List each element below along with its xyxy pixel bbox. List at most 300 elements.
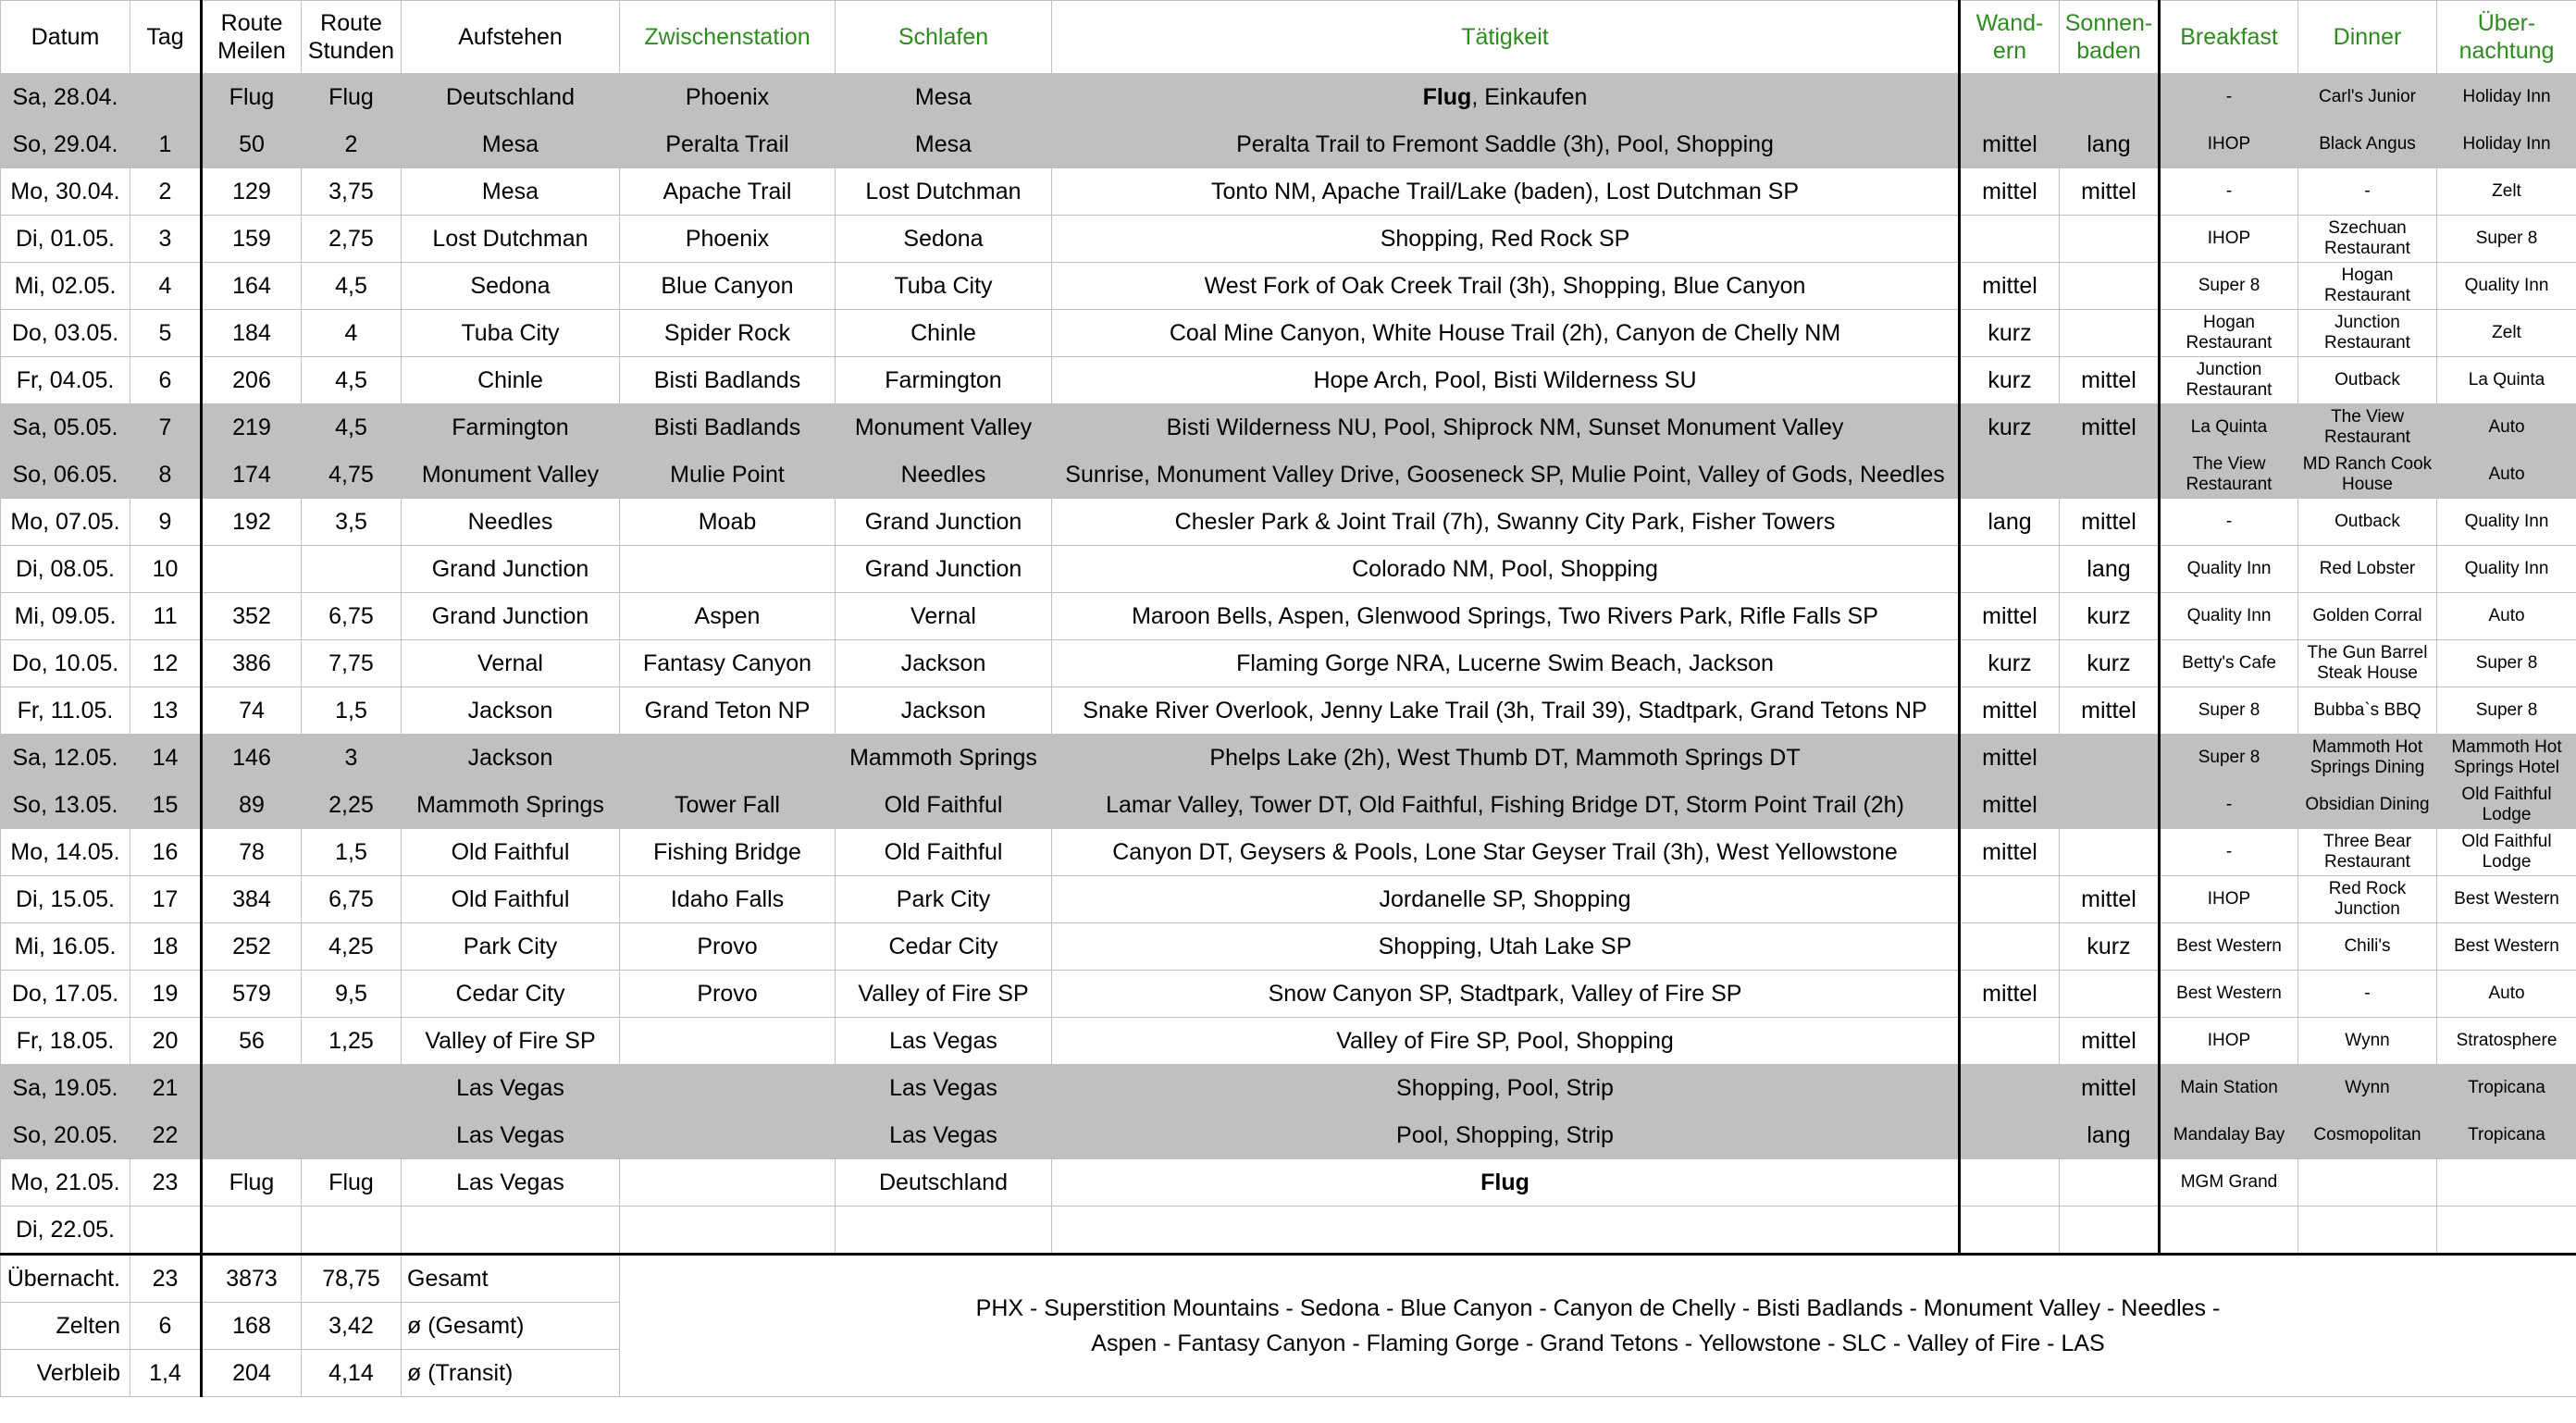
cell-wandern[interactable]: mittel (1960, 782, 2060, 829)
cell-dinner[interactable]: The Gun Barrel Steak House (2298, 640, 2437, 687)
cell-taetigkeit[interactable]: Chesler Park & Joint Trail (7h), Swanny City Park, Fisher Towers (1052, 499, 1960, 546)
cell-tag[interactable]: 14 (130, 735, 202, 782)
cell-taetigkeit[interactable]: Shopping, Pool, Strip (1052, 1065, 1960, 1112)
cell-aufstehen[interactable]: Old Faithful (402, 876, 620, 923)
cell-dinner[interactable]: Golden Corral (2298, 593, 2437, 640)
cell-uebernachtung[interactable] (2437, 1159, 2576, 1206)
footer-meilen[interactable]: 3873 (202, 1255, 302, 1303)
cell-uebernachtung[interactable] (2437, 1206, 2576, 1255)
cell-datum[interactable]: Di, 22.05. (1, 1206, 130, 1255)
cell-zwischenstation[interactable]: Phoenix (620, 74, 836, 121)
cell-stunden[interactable]: 1,5 (302, 687, 402, 735)
cell-zwischenstation[interactable]: Mulie Point (620, 452, 836, 499)
cell-aufstehen[interactable]: Las Vegas (402, 1112, 620, 1159)
cell-stunden[interactable] (302, 546, 402, 593)
cell-sonnenbaden[interactable]: lang (2060, 546, 2160, 593)
cell-breakfast[interactable]: IHOP (2160, 1018, 2298, 1065)
cell-dinner[interactable]: Junction Restaurant (2298, 310, 2437, 357)
cell-stunden[interactable]: Flug (302, 1159, 402, 1206)
cell-breakfast[interactable]: Betty's Cafe (2160, 640, 2298, 687)
cell-datum[interactable]: Sa, 05.05. (1, 404, 130, 452)
cell-meilen[interactable]: 386 (202, 640, 302, 687)
cell-aufstehen[interactable]: Grand Junction (402, 593, 620, 640)
cell-schlafen[interactable]: Needles (836, 452, 1052, 499)
cell-stunden[interactable]: 1,25 (302, 1018, 402, 1065)
cell-meilen[interactable]: 252 (202, 923, 302, 971)
cell-datum[interactable]: Do, 03.05. (1, 310, 130, 357)
cell-wandern[interactable]: mittel (1960, 971, 2060, 1018)
cell-tag[interactable]: 18 (130, 923, 202, 971)
cell-aufstehen[interactable]: Valley of Fire SP (402, 1018, 620, 1065)
cell-zwischenstation[interactable] (620, 735, 836, 782)
cell-dinner[interactable]: Bubba`s BBQ (2298, 687, 2437, 735)
cell-wandern[interactable] (1960, 1018, 2060, 1065)
cell-schlafen[interactable]: Old Faithful (836, 829, 1052, 876)
cell-meilen[interactable]: 384 (202, 876, 302, 923)
cell-dinner[interactable]: - (2298, 168, 2437, 216)
cell-datum[interactable]: Di, 01.05. (1, 216, 130, 263)
footer-tag[interactable]: 23 (130, 1255, 202, 1303)
cell-aufstehen[interactable]: Farmington (402, 404, 620, 452)
cell-taetigkeit[interactable]: Coal Mine Canyon, White House Trail (2h), Canyon de Chelly NM (1052, 310, 1960, 357)
cell-stunden[interactable] (302, 1112, 402, 1159)
cell-taetigkeit[interactable] (1052, 74, 1960, 121)
cell-taetigkeit[interactable]: West Fork of Oak Creek Trail (3h), Shopping, Blue Canyon (1052, 263, 1960, 310)
cell-datum[interactable]: Mo, 21.05. (1, 1159, 130, 1206)
cell-uebernachtung[interactable]: La Quinta (2437, 357, 2576, 404)
cell-dinner[interactable] (2298, 1159, 2437, 1206)
cell-datum[interactable]: Do, 10.05. (1, 640, 130, 687)
footer-text[interactable]: ø (Transit) (402, 1350, 620, 1397)
cell-datum[interactable]: Sa, 19.05. (1, 1065, 130, 1112)
cell-breakfast[interactable]: Quality Inn (2160, 593, 2298, 640)
cell-aufstehen[interactable]: Park City (402, 923, 620, 971)
cell-wandern[interactable] (1960, 546, 2060, 593)
cell-datum[interactable]: Fr, 18.05. (1, 1018, 130, 1065)
cell-dinner[interactable]: Carl's Junior (2298, 74, 2437, 121)
cell-schlafen[interactable]: Cedar City (836, 923, 1052, 971)
cell-datum[interactable]: Mo, 07.05. (1, 499, 130, 546)
cell-taetigkeit[interactable]: Snake River Overlook, Jenny Lake Trail (3h, Trail 39), Stadtpark, Grand Tetons NP (1052, 687, 1960, 735)
cell-wandern[interactable]: kurz (1960, 404, 2060, 452)
cell-zwischenstation[interactable]: Apache Trail (620, 168, 836, 216)
cell-uebernachtung[interactable]: Tropicana (2437, 1112, 2576, 1159)
cell-meilen[interactable]: 219 (202, 404, 302, 452)
cell-taetigkeit[interactable]: Shopping, Utah Lake SP (1052, 923, 1960, 971)
cell-stunden[interactable]: 2 (302, 121, 402, 168)
cell-tag[interactable]: 22 (130, 1112, 202, 1159)
header-zwischenstation[interactable]: Zwischenstation (620, 1, 836, 74)
cell-uebernachtung[interactable]: Quality Inn (2437, 546, 2576, 593)
cell-sonnenbaden[interactable]: mittel (2060, 499, 2160, 546)
cell-schlafen[interactable]: Old Faithful (836, 782, 1052, 829)
cell-breakfast[interactable]: - (2160, 74, 2298, 121)
cell-wandern[interactable]: mittel (1960, 593, 2060, 640)
cell-zwischenstation[interactable] (620, 1159, 836, 1206)
cell-sonnenbaden[interactable]: kurz (2060, 923, 2160, 971)
cell-stunden[interactable]: 1,5 (302, 829, 402, 876)
cell-sonnenbaden[interactable] (2060, 1206, 2160, 1255)
cell-zwischenstation[interactable]: Tower Fall (620, 782, 836, 829)
cell-datum[interactable]: Di, 15.05. (1, 876, 130, 923)
cell-aufstehen[interactable]: Chinle (402, 357, 620, 404)
cell-tag[interactable]: 3 (130, 216, 202, 263)
cell-breakfast[interactable]: IHOP (2160, 876, 2298, 923)
cell-sonnenbaden[interactable]: lang (2060, 121, 2160, 168)
cell-sonnenbaden[interactable]: mittel (2060, 1018, 2160, 1065)
header-route-meilen[interactable]: Route Meilen (202, 1, 302, 74)
cell-wandern[interactable] (1960, 1112, 2060, 1159)
cell-datum[interactable]: Mi, 02.05. (1, 263, 130, 310)
cell-breakfast[interactable]: MGM Grand (2160, 1159, 2298, 1206)
cell-taetigkeit[interactable]: Lamar Valley, Tower DT, Old Faithful, Fishing Bridge DT, Storm Point Trail (2h) (1052, 782, 1960, 829)
cell-datum[interactable]: So, 13.05. (1, 782, 130, 829)
cell-dinner[interactable]: Red Rock Junction (2298, 876, 2437, 923)
cell-breakfast[interactable]: The View Restaurant (2160, 452, 2298, 499)
cell-meilen[interactable]: 146 (202, 735, 302, 782)
cell-stunden[interactable]: 2,75 (302, 216, 402, 263)
cell-taetigkeit[interactable]: Hope Arch, Pool, Bisti Wilderness SU (1052, 357, 1960, 404)
cell-tag[interactable]: 11 (130, 593, 202, 640)
footer-stunden[interactable]: 4,14 (302, 1350, 402, 1397)
cell-tag[interactable] (130, 74, 202, 121)
cell-wandern[interactable]: mittel (1960, 168, 2060, 216)
cell-taetigkeit[interactable]: Maroon Bells, Aspen, Glenwood Springs, Two Rivers Park, Rifle Falls SP (1052, 593, 1960, 640)
cell-zwischenstation[interactable] (620, 1112, 836, 1159)
cell-schlafen[interactable]: Monument Valley (836, 404, 1052, 452)
cell-zwischenstation[interactable]: Idaho Falls (620, 876, 836, 923)
cell-stunden[interactable]: 6,75 (302, 593, 402, 640)
cell-uebernachtung[interactable]: Auto (2437, 404, 2576, 452)
cell-uebernachtung[interactable]: Super 8 (2437, 216, 2576, 263)
cell-meilen[interactable]: 74 (202, 687, 302, 735)
cell-meilen[interactable] (202, 1112, 302, 1159)
cell-wandern[interactable] (1960, 876, 2060, 923)
cell-schlafen[interactable]: Mesa (836, 121, 1052, 168)
cell-datum[interactable]: So, 20.05. (1, 1112, 130, 1159)
cell-stunden[interactable]: 3 (302, 735, 402, 782)
cell-schlafen[interactable]: Farmington (836, 357, 1052, 404)
cell-meilen[interactable]: 184 (202, 310, 302, 357)
cell-aufstehen[interactable]: Jackson (402, 687, 620, 735)
cell-sonnenbaden[interactable] (2060, 735, 2160, 782)
cell-wandern[interactable] (1960, 74, 2060, 121)
cell-breakfast[interactable]: - (2160, 782, 2298, 829)
cell-uebernachtung[interactable]: Zelt (2437, 310, 2576, 357)
cell-sonnenbaden[interactable]: mittel (2060, 687, 2160, 735)
cell-schlafen[interactable]: Park City (836, 876, 1052, 923)
cell-aufstehen[interactable]: Lost Dutchman (402, 216, 620, 263)
cell-dinner[interactable]: Obsidian Dining (2298, 782, 2437, 829)
cell-dinner[interactable]: Chili's (2298, 923, 2437, 971)
cell-taetigkeit[interactable]: Sunrise, Monument Valley Drive, Gooseneck SP, Mulie Point, Valley of Gods, Needles (1052, 452, 1960, 499)
cell-stunden[interactable]: 4,75 (302, 452, 402, 499)
cell-sonnenbaden[interactable]: mittel (2060, 404, 2160, 452)
cell-stunden[interactable]: 7,75 (302, 640, 402, 687)
cell-zwischenstation[interactable]: Bisti Badlands (620, 404, 836, 452)
cell-tag[interactable]: 10 (130, 546, 202, 593)
cell-datum[interactable]: Di, 08.05. (1, 546, 130, 593)
cell-dinner[interactable]: Red Lobster (2298, 546, 2437, 593)
cell-schlafen[interactable]: Chinle (836, 310, 1052, 357)
cell-stunden[interactable]: 4 (302, 310, 402, 357)
cell-uebernachtung[interactable]: Quality Inn (2437, 263, 2576, 310)
cell-wandern[interactable] (1960, 1159, 2060, 1206)
cell-dinner[interactable]: Outback (2298, 357, 2437, 404)
cell-schlafen[interactable]: Las Vegas (836, 1112, 1052, 1159)
cell-stunden[interactable]: 4,5 (302, 263, 402, 310)
header-schlafen[interactable]: Schlafen (836, 1, 1052, 74)
cell-sonnenbaden[interactable] (2060, 1159, 2160, 1206)
cell-datum[interactable]: Do, 17.05. (1, 971, 130, 1018)
cell-aufstehen[interactable]: Sedona (402, 263, 620, 310)
cell-meilen[interactable] (202, 546, 302, 593)
cell-wandern[interactable]: kurz (1960, 640, 2060, 687)
cell-uebernachtung[interactable]: Auto (2437, 452, 2576, 499)
cell-schlafen[interactable]: Lost Dutchman (836, 168, 1052, 216)
cell-uebernachtung[interactable]: Super 8 (2437, 640, 2576, 687)
cell-meilen[interactable]: 89 (202, 782, 302, 829)
cell-dinner[interactable]: Cosmopolitan (2298, 1112, 2437, 1159)
cell-aufstehen[interactable]: Mesa (402, 121, 620, 168)
cell-zwischenstation[interactable]: Bisti Badlands (620, 357, 836, 404)
cell-zwischenstation[interactable]: Spider Rock (620, 310, 836, 357)
cell-breakfast[interactable]: Super 8 (2160, 687, 2298, 735)
cell-uebernachtung[interactable]: Zelt (2437, 168, 2576, 216)
cell-zwischenstation[interactable]: Provo (620, 923, 836, 971)
cell-taetigkeit[interactable] (1052, 1206, 1960, 1255)
cell-sonnenbaden[interactable] (2060, 216, 2160, 263)
cell-dinner[interactable]: Black Angus (2298, 121, 2437, 168)
cell-stunden[interactable]: 4,5 (302, 404, 402, 452)
cell-zwischenstation[interactable]: Moab (620, 499, 836, 546)
cell-breakfast[interactable] (2160, 1206, 2298, 1255)
footer-stunden[interactable]: 3,42 (302, 1303, 402, 1350)
cell-schlafen[interactable]: Tuba City (836, 263, 1052, 310)
cell-aufstehen[interactable]: Las Vegas (402, 1159, 620, 1206)
cell-stunden[interactable]: 9,5 (302, 971, 402, 1018)
cell-wandern[interactable]: mittel (1960, 687, 2060, 735)
cell-aufstehen[interactable] (402, 1206, 620, 1255)
cell-breakfast[interactable]: La Quinta (2160, 404, 2298, 452)
cell-zwischenstation[interactable]: Provo (620, 971, 836, 1018)
cell-tag[interactable]: 1 (130, 121, 202, 168)
cell-sonnenbaden[interactable] (2060, 74, 2160, 121)
cell-taetigkeit[interactable]: Valley of Fire SP, Pool, Shopping (1052, 1018, 1960, 1065)
header-uebernachtung[interactable]: Über- nachtung (2437, 1, 2576, 74)
cell-meilen[interactable]: 164 (202, 263, 302, 310)
cell-uebernachtung[interactable]: Holiday Inn (2437, 74, 2576, 121)
cell-sonnenbaden[interactable]: mittel (2060, 168, 2160, 216)
cell-meilen[interactable]: 78 (202, 829, 302, 876)
header-sonnenbaden[interactable]: Sonnen- baden (2060, 1, 2160, 74)
cell-wandern[interactable] (1960, 923, 2060, 971)
cell-datum[interactable]: Fr, 11.05. (1, 687, 130, 735)
cell-uebernachtung[interactable]: Auto (2437, 971, 2576, 1018)
cell-schlafen[interactable]: Mammoth Springs (836, 735, 1052, 782)
header-datum[interactable]: Datum (1, 1, 130, 74)
cell-sonnenbaden[interactable]: kurz (2060, 593, 2160, 640)
cell-breakfast[interactable]: IHOP (2160, 121, 2298, 168)
cell-wandern[interactable]: mittel (1960, 121, 2060, 168)
footer-label[interactable]: Übernacht. (1, 1255, 130, 1303)
cell-tag[interactable] (130, 1206, 202, 1255)
cell-uebernachtung[interactable]: Holiday Inn (2437, 121, 2576, 168)
cell-breakfast[interactable]: Best Western (2160, 971, 2298, 1018)
cell-meilen[interactable]: 192 (202, 499, 302, 546)
cell-meilen[interactable]: 579 (202, 971, 302, 1018)
cell-dinner[interactable]: Three Bear Restaurant (2298, 829, 2437, 876)
cell-schlafen[interactable] (836, 1206, 1052, 1255)
cell-dinner[interactable] (2298, 1206, 2437, 1255)
footer-label[interactable]: Verbleib (1, 1350, 130, 1397)
cell-sonnenbaden[interactable]: mittel (2060, 876, 2160, 923)
footer-tag[interactable]: 6 (130, 1303, 202, 1350)
cell-sonnenbaden[interactable]: mittel (2060, 357, 2160, 404)
cell-breakfast[interactable]: - (2160, 499, 2298, 546)
cell-sonnenbaden[interactable] (2060, 782, 2160, 829)
cell-tag[interactable]: 23 (130, 1159, 202, 1206)
cell-uebernachtung[interactable]: Tropicana (2437, 1065, 2576, 1112)
cell-breakfast[interactable]: - (2160, 168, 2298, 216)
cell-wandern[interactable] (1960, 216, 2060, 263)
cell-tag[interactable]: 20 (130, 1018, 202, 1065)
cell-schlafen[interactable]: Valley of Fire SP (836, 971, 1052, 1018)
header-route-stunden[interactable]: Route Stunden (302, 1, 402, 74)
cell-breakfast[interactable]: Hogan Restaurant (2160, 310, 2298, 357)
cell-wandern[interactable] (1960, 1065, 2060, 1112)
cell-meilen[interactable]: Flug (202, 1159, 302, 1206)
cell-wandern[interactable]: kurz (1960, 357, 2060, 404)
footer-stunden[interactable]: 78,75 (302, 1255, 402, 1303)
cell-aufstehen[interactable]: Grand Junction (402, 546, 620, 593)
cell-dinner[interactable]: MD Ranch Cook House (2298, 452, 2437, 499)
cell-meilen[interactable]: 129 (202, 168, 302, 216)
cell-sonnenbaden[interactable]: mittel (2060, 1065, 2160, 1112)
cell-tag[interactable]: 4 (130, 263, 202, 310)
cell-breakfast[interactable]: - (2160, 829, 2298, 876)
cell-zwischenstation[interactable] (620, 546, 836, 593)
cell-taetigkeit[interactable]: Phelps Lake (2h), West Thumb DT, Mammoth Springs DT (1052, 735, 1960, 782)
cell-uebernachtung[interactable]: Mammoth Hot Springs Hotel (2437, 735, 2576, 782)
cell-schlafen[interactable]: Sedona (836, 216, 1052, 263)
cell-sonnenbaden[interactable] (2060, 971, 2160, 1018)
cell-zwischenstation[interactable]: Phoenix (620, 216, 836, 263)
cell-datum[interactable]: So, 29.04. (1, 121, 130, 168)
cell-sonnenbaden[interactable]: lang (2060, 1112, 2160, 1159)
cell-breakfast[interactable]: Junction Restaurant (2160, 357, 2298, 404)
cell-schlafen[interactable]: Las Vegas (836, 1065, 1052, 1112)
cell-tag[interactable]: 16 (130, 829, 202, 876)
cell-uebernachtung[interactable]: Best Western (2437, 923, 2576, 971)
header-breakfast[interactable]: Breakfast (2160, 1, 2298, 74)
cell-dinner[interactable]: - (2298, 971, 2437, 1018)
cell-schlafen[interactable]: Grand Junction (836, 546, 1052, 593)
cell-schlafen[interactable]: Las Vegas (836, 1018, 1052, 1065)
cell-tag[interactable]: 5 (130, 310, 202, 357)
cell-tag[interactable]: 6 (130, 357, 202, 404)
cell-uebernachtung[interactable]: Stratosphere (2437, 1018, 2576, 1065)
cell-datum[interactable]: Fr, 04.05. (1, 357, 130, 404)
footer-label[interactable]: Zelten (1, 1303, 130, 1350)
cell-aufstehen[interactable]: Vernal (402, 640, 620, 687)
cell-stunden[interactable]: Flug (302, 74, 402, 121)
cell-meilen[interactable]: 50 (202, 121, 302, 168)
cell-schlafen[interactable]: Mesa (836, 74, 1052, 121)
cell-wandern[interactable]: mittel (1960, 829, 2060, 876)
cell-sonnenbaden[interactable] (2060, 263, 2160, 310)
cell-breakfast[interactable]: Quality Inn (2160, 546, 2298, 593)
cell-tag[interactable]: 9 (130, 499, 202, 546)
cell-dinner[interactable]: Wynn (2298, 1065, 2437, 1112)
cell-stunden[interactable] (302, 1206, 402, 1255)
cell-datum[interactable]: Mi, 16.05. (1, 923, 130, 971)
cell-sonnenbaden[interactable] (2060, 452, 2160, 499)
route-summary[interactable] (620, 1255, 2576, 1397)
cell-tag[interactable]: 15 (130, 782, 202, 829)
cell-taetigkeit[interactable]: Pool, Shopping, Strip (1052, 1112, 1960, 1159)
cell-aufstehen[interactable]: Deutschland (402, 74, 620, 121)
cell-schlafen[interactable]: Jackson (836, 687, 1052, 735)
cell-aufstehen[interactable]: Mesa (402, 168, 620, 216)
cell-stunden[interactable]: 4,25 (302, 923, 402, 971)
footer-text[interactable]: ø (Gesamt) (402, 1303, 620, 1350)
cell-stunden[interactable]: 6,75 (302, 876, 402, 923)
cell-meilen[interactable]: 352 (202, 593, 302, 640)
cell-taetigkeit[interactable]: Tonto NM, Apache Trail/Lake (baden), Lost Dutchman SP (1052, 168, 1960, 216)
header-dinner[interactable]: Dinner (2298, 1, 2437, 74)
cell-zwischenstation[interactable]: Peralta Trail (620, 121, 836, 168)
cell-breakfast[interactable]: Super 8 (2160, 263, 2298, 310)
cell-schlafen[interactable]: Grand Junction (836, 499, 1052, 546)
cell-sonnenbaden[interactable] (2060, 829, 2160, 876)
cell-tag[interactable]: 17 (130, 876, 202, 923)
cell-schlafen[interactable]: Jackson (836, 640, 1052, 687)
cell-dinner[interactable]: Wynn (2298, 1018, 2437, 1065)
cell-tag[interactable]: 12 (130, 640, 202, 687)
cell-aufstehen[interactable]: Needles (402, 499, 620, 546)
cell-taetigkeit[interactable]: Shopping, Red Rock SP (1052, 216, 1960, 263)
cell-zwischenstation[interactable]: Blue Canyon (620, 263, 836, 310)
cell-meilen[interactable] (202, 1065, 302, 1112)
cell-dinner[interactable]: The View Restaurant (2298, 404, 2437, 452)
cell-wandern[interactable]: mittel (1960, 735, 2060, 782)
cell-dinner[interactable]: Mammoth Hot Springs Dining (2298, 735, 2437, 782)
cell-zwischenstation[interactable]: Aspen (620, 593, 836, 640)
cell-zwischenstation[interactable]: Grand Teton NP (620, 687, 836, 735)
cell-wandern[interactable]: mittel (1960, 263, 2060, 310)
cell-taetigkeit[interactable]: Bisti Wilderness NU, Pool, Shiprock NM, Sunset Monument Valley (1052, 404, 1960, 452)
cell-datum[interactable]: Mo, 14.05. (1, 829, 130, 876)
cell-aufstehen[interactable]: Las Vegas (402, 1065, 620, 1112)
cell-stunden[interactable]: 3,5 (302, 499, 402, 546)
cell-breakfast[interactable]: Best Western (2160, 923, 2298, 971)
cell-meilen[interactable] (202, 1206, 302, 1255)
cell-meilen[interactable]: 206 (202, 357, 302, 404)
cell-dinner[interactable]: Outback (2298, 499, 2437, 546)
cell-aufstehen[interactable]: Mammoth Springs (402, 782, 620, 829)
cell-aufstehen[interactable]: Old Faithful (402, 829, 620, 876)
cell-zwischenstation[interactable] (620, 1206, 836, 1255)
footer-tag[interactable]: 1,4 (130, 1350, 202, 1397)
cell-taetigkeit[interactable]: Colorado NM, Pool, Shopping (1052, 546, 1960, 593)
cell-zwischenstation[interactable] (620, 1018, 836, 1065)
cell-wandern[interactable]: kurz (1960, 310, 2060, 357)
cell-taetigkeit[interactable]: Flaming Gorge NRA, Lucerne Swim Beach, Jackson (1052, 640, 1960, 687)
cell-sonnenbaden[interactable] (2060, 310, 2160, 357)
cell-aufstehen[interactable]: Jackson (402, 735, 620, 782)
cell-schlafen[interactable]: Deutschland (836, 1159, 1052, 1206)
